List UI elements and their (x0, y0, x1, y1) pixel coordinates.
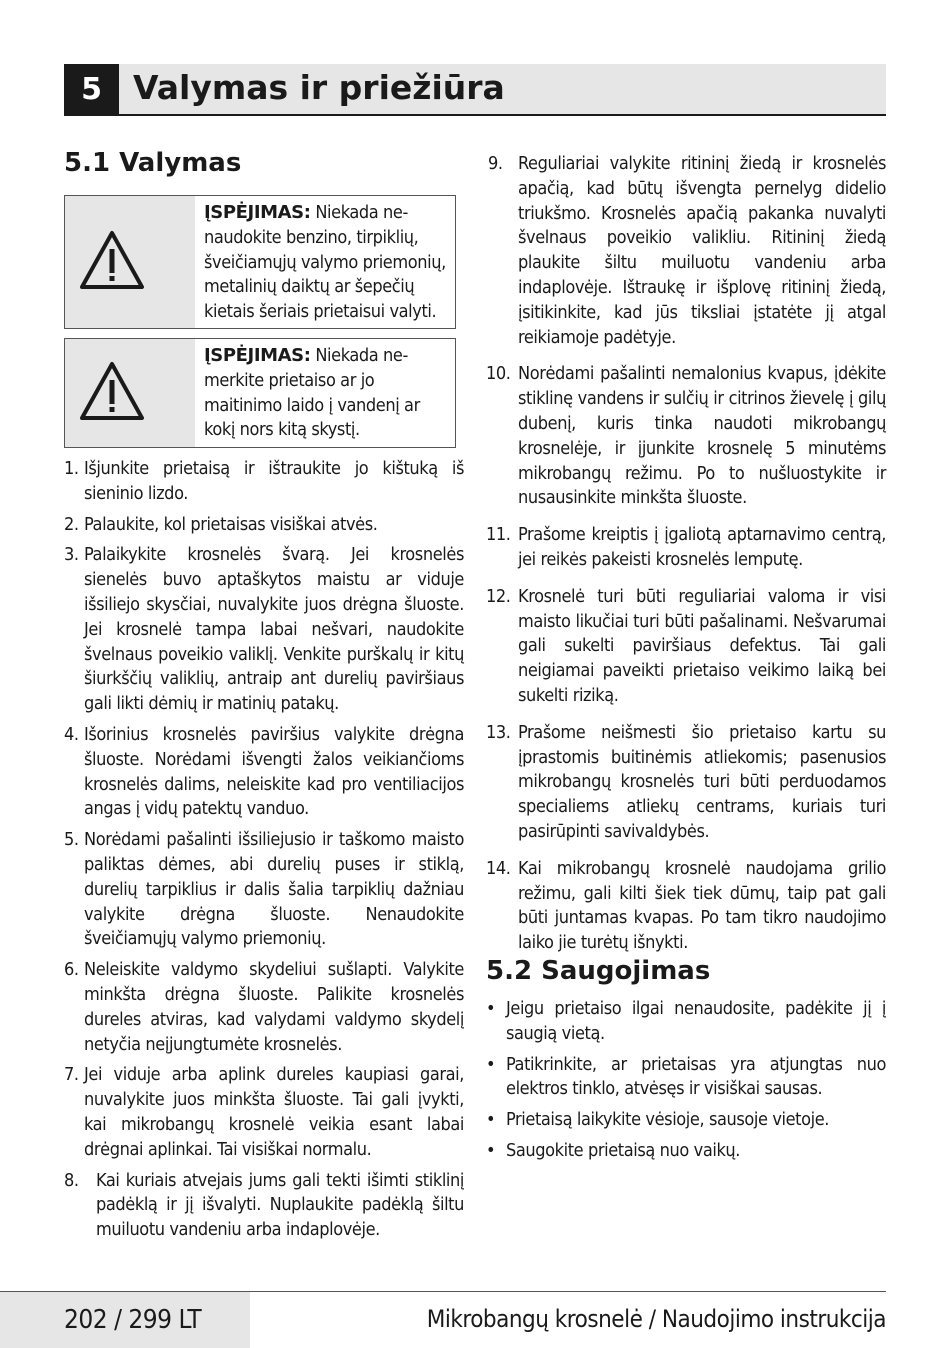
document-title: Mikrobangų krosnelė / Naudojimo instrukcija (426, 1305, 886, 1333)
warning-text (204, 201, 449, 325)
list-item: • Saugokite prietaisą nuo vaikų. (486, 1139, 741, 1161)
warning-text (204, 344, 449, 443)
list-item: 4. Išorinius krosnelės paviršius valykite drėgna šluoste. Norėdami išvengti žalos veikiančioms krosnelės dalims, neleiskite kad pro ventiliacijos angas į vidų patektų vanduo. (64, 723, 464, 820)
cleaning-steps-left (64, 457, 464, 1249)
header-divider (64, 114, 886, 116)
list-item: 5. Norėdami pašalinti išsiliejusio ir taškomo maisto paliktas dėmes, abi durelių puses ir stiklą, durelių tarpiklius ir dalis šalia tarpiklių dažniau valykite drėgna šluoste. Nenaudokite šveičiamųjų valymo priemonių. (64, 829, 464, 950)
list-item: 13. Prašome neišmesti šio prietaiso kartu su įprastomis buitinėmis atliekomis; pasenusios mikrobangų krosnelės turi būti perduodamos specialiems atliekų centrams, kuriais turi pasirūpinti savivaldybės. (486, 721, 886, 842)
warning-box (64, 338, 456, 448)
list-item: • Jeigu prietaiso ilgai nenaudosite, padėkite jį į saugią vietą. (486, 998, 886, 1044)
warning-label: ĮSPĖJIMAS: (204, 345, 311, 366)
list-item: 3. Palaikykite krosnelės švarą. Jei krosnelės sienelės buvo aptaškytos maistu ar viduje išsiliejo skysčiai, nuvalykite juos drėgna šluoste. Jei krosnelė tampa labai nešvari, naudokite švelnaus poveikio valiklį. Venkite purškalų ir kitų šiurkščių valiklių, antraip ant durelių paviršiaus gali likti dėmių ir matinių patakų. (64, 544, 464, 715)
list-item: 8. Kai kuriais atvejais jums gali tekti išimti stiklinį padėklą ir jį išvalyti. Nuplaukite padėklą šiltu muiluotu vandeniu arba indaplovėje. (64, 1169, 464, 1241)
warning-triangle-icon (78, 229, 146, 291)
storage-bullets (486, 997, 886, 1170)
warning-triangle-icon (78, 360, 146, 422)
list-item: 12. Krosnelė turi būti reguliariai valoma ir visi maisto likučiai turi būti pašalinami. Nešvarumai gali sukelti paviršiaus defektus. Tai gali neigiamai paveikti prietaiso veikimo laiką bei sukelti riziką. (486, 585, 886, 706)
warning-label: ĮSPĖJIMAS: (204, 202, 311, 223)
section-title-cleaning: 5.1 Valymas (64, 148, 242, 178)
warning-body: Niekada nenaudokite benzino, tirpiklių, šveičiamųjų valymo priemonių, metalinių daiktų ar šepečių kietais šeriais prietaisui valyti. (204, 202, 446, 323)
list-item: 1. Išjunkite prietaisą ir ištraukite jo kištuką iš sieninio lizdo. (64, 458, 464, 504)
warning-box (64, 195, 456, 329)
list-item: • Prietaisą laikykite vėsioje, sausoje vietoje. (486, 1109, 830, 1131)
list-item: 6. Neleiskite valdymo skydeliui sušlapti. Valykite minkšta drėgna šluoste. Palikite krosnelės dureles atviras, kad valydami valdymo skydelį netyčia neįjungtumėte krosnelės. (64, 959, 464, 1055)
section-title-storage: 5.2 Saugojimas (486, 956, 711, 986)
list-item: 10. Norėdami pašalinti nemalonius kvapus, įdėkite stiklinę vandens ir sulčių ir citrinos žievelę į gilų dubenį, kuris tinka naudoti mikrobangų krosnelėje, ir įjunkite krosnelę 5 minutėms mikrobangų režimu. Po to nušluostykite ir nusausinkite minkšta šluoste. (486, 363, 886, 509)
list-item: 7. Jei viduje arba aplink dureles kaupiasi garai, nuvalykite juos minkšta šluoste. Tai gali įvykti, kai mikrobangų krosnelė veikia esant labai drėgnai aplinkai. Tai visiškai normalu. (64, 1064, 464, 1160)
cleaning-steps-right (486, 152, 886, 968)
list-item: 9. Reguliariai valykite ritininį žiedą ir krosnelės apačią, kad būtų išvengta pernelyg didelio triukšmo. Krosnelės apačią pakanka nuvalyti švelnaus poveikio valikliu. Ritininį žiedą plaukite šiltu muiluotu vandeniu arba indaplovėje. Ištraukę ir išplovę ritininį žiedą, įsitikinkite, kad jūs tiksliai įstatėte jį atgal reikiamoje padėtyje. (488, 153, 886, 348)
list-item: 14. Kai mikrobangų krosnelė naudojama grilio režimu, gali kilti šiek tiek dūmų, taip pat gali būti juntamas kvapas. Po tam tikro naudojimo laiko jie turėtų išnykti. (486, 857, 886, 954)
list-item: • Patikrinkite, ar prietaisas yra atjungtas nuo elektros tinklo, atvėsęs ir visiškai sausas. (486, 1053, 886, 1100)
chapter-number: 5 (64, 64, 119, 115)
warning-body: Niekada nemerkite prietaiso ar jo maitinimo laido į vandenį ar kokį nors kitą skystį. (204, 345, 420, 441)
page-number: 202 / 299 LT (64, 1305, 202, 1335)
chapter-title: Valymas ir priežiūra (133, 68, 505, 107)
list-item: 2. Palaukite, kol prietaisas visiškai atvės. (64, 513, 378, 535)
list-item: 11. Prašome kreiptis į įgaliotą aptarnavimo centrą, jei reikės pakeisti krosnelės lemputę. (486, 524, 886, 570)
chapter-header (64, 64, 886, 115)
